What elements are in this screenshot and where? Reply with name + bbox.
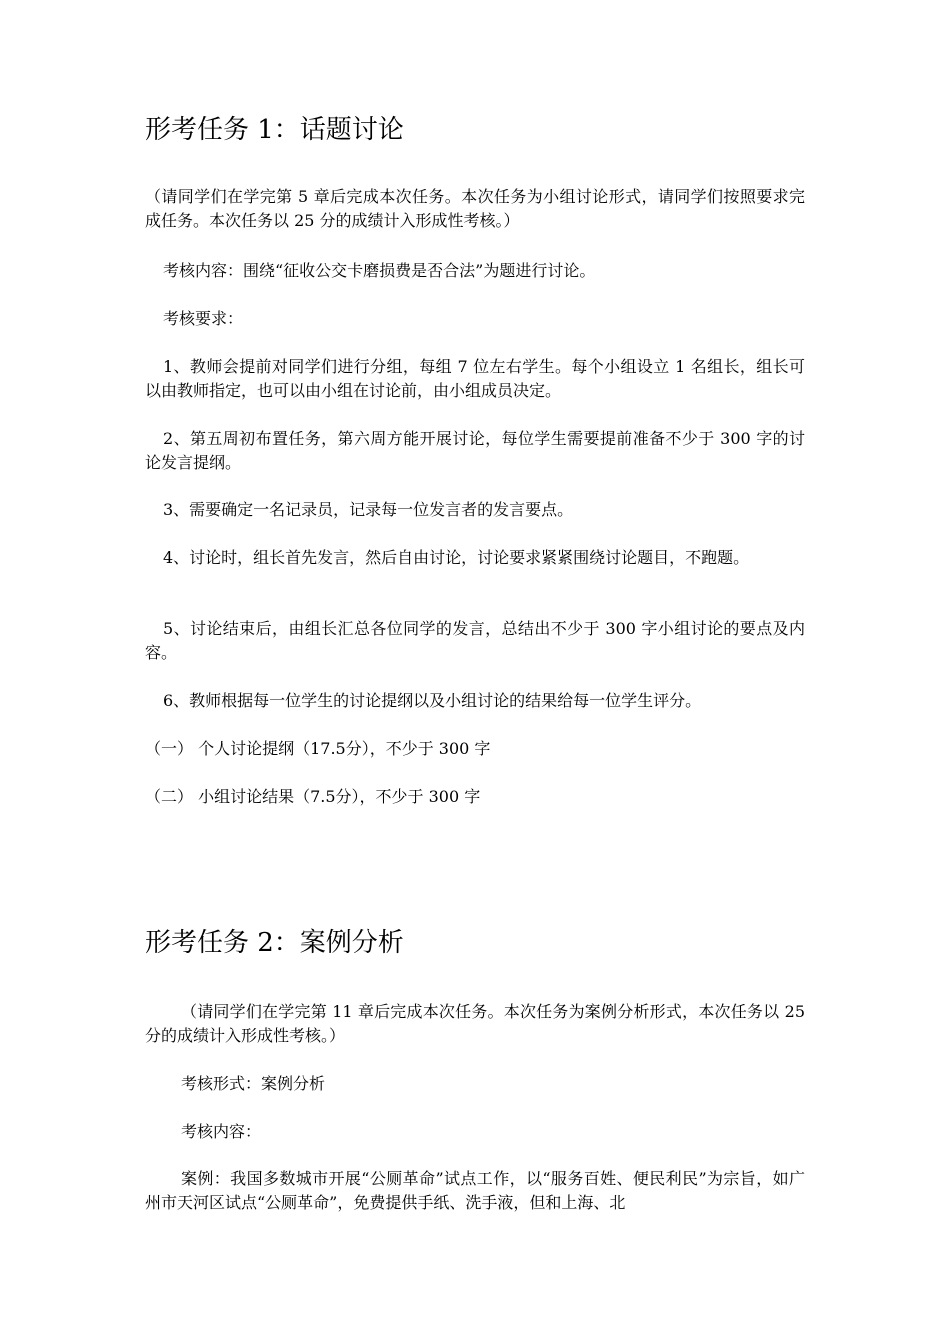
section1-intro: （请同学们在学完第 5 章后完成本次任务。本次任务为小组讨论形式，请同学们按照要求完成任务。本次任务以 25 分的成绩计入形成性考核。）	[145, 187, 805, 230]
section1-title: 形考任务 1：话题讨论	[145, 115, 404, 145]
section2-form: 考核形式：案例分析	[181, 1074, 326, 1093]
requirement-item-4: 4、讨论时，组长首先发言，然后自由讨论，讨论要求紧紧围绕讨论题目，不跑题。	[163, 548, 750, 567]
section2-intro: （请同学们在学完第 11 章后完成本次任务。本次任务为案例分析形式，本次任务以 25 分的成绩计入形成性考核。）	[145, 1002, 805, 1045]
score-item-2: （二） 小组讨论结果（7.5分），不少于 300 字	[145, 787, 481, 806]
section2-title: 形考任务 2：案例分析	[145, 928, 404, 958]
score-item-1: （一） 个人讨论提纲（17.5分），不少于 300 字	[145, 739, 491, 758]
requirement-item-3: 3、需要确定一名记录员，记录每一位发言者的发言要点。	[163, 500, 574, 519]
section1-content: 考核内容：围绕“征收公交卡磨损费是否合法”为题进行讨论。	[163, 261, 596, 280]
requirement-item-2: 2、第五周初布置任务，第六周方能开展讨论，每位学生需要提前准备不少于 300 字的讨论发言提纲。	[145, 429, 805, 472]
section2-content-label: 考核内容：	[181, 1122, 262, 1141]
requirement-item-1: 1、教师会提前对同学们进行分组，每组 7 位左右学生。每个小组设立 1 名组长，组长可以由教师指定，也可以由小组在讨论前，由小组成员决定。	[145, 357, 805, 400]
requirement-item-5: 5、讨论结束后，由组长汇总各位同学的发言，总结出不少于 300 字小组讨论的要点及内容。	[145, 619, 805, 662]
section1-requirements-label: 考核要求：	[163, 309, 244, 328]
section2-case-text: 案例：我国多数城市开展“公厕革命”试点工作，以“服务百姓、便民利民”为宗旨，如广州市天河区试点“公厕革命”，免费提供手纸、洗手液，但和上海、北	[145, 1169, 805, 1212]
requirement-item-6: 6、教师根据每一位学生的讨论提纲以及小组讨论的结果给每一位学生评分。	[163, 691, 702, 710]
